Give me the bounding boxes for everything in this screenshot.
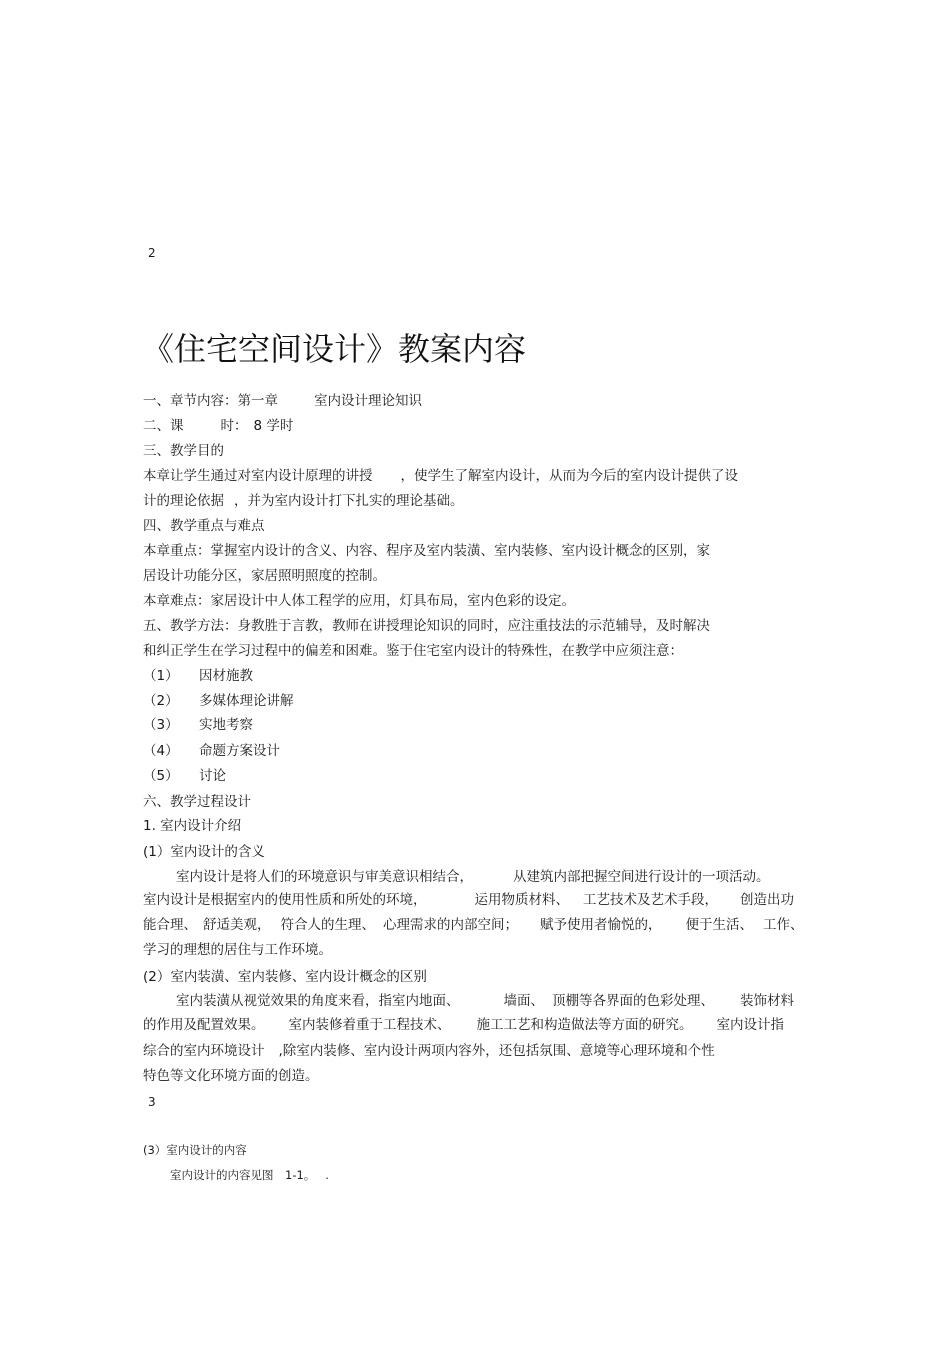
chapter-line — [143, 395, 422, 409]
text-run: 运用物质材料、 — [474, 892, 569, 908]
page-title: 《住宅空间设计》教案内容 — [142, 330, 527, 368]
text-run: 室内装修着重于工程技术、 — [288, 1017, 451, 1033]
method-item-number: （1） — [143, 668, 179, 684]
process-heading: 六、教学过程设计 — [143, 794, 251, 810]
hours-value: 8 学时 — [253, 418, 294, 434]
meaning-para-line-2 — [143, 894, 794, 908]
focus-line-2: 居设计功能分区，家居照明照度的控制。 — [143, 568, 386, 584]
text-run: 便于生活、 — [685, 917, 753, 933]
text-run: 工作、 — [763, 917, 804, 933]
method-item-text: 命题方案设计 — [199, 743, 280, 759]
content-line — [170, 1170, 329, 1182]
text-run: . — [325, 1168, 329, 1182]
meaning-para-line-3 — [143, 919, 804, 933]
text-run: 舒适美观， — [203, 917, 271, 933]
method-line-2: 和纠正学生在学习过程中的偏差和困难。鉴于住宅室内设计的特殊性，在教学中应须注意： — [143, 643, 683, 659]
difference-para-line-3 — [143, 1045, 715, 1059]
difference-para-line-2 — [143, 1019, 784, 1033]
focus-heading: 四、教学重点与难点 — [143, 518, 265, 534]
text-run: 赋予使用者愉悦的， — [540, 917, 662, 933]
method-item-text: 讨论 — [199, 768, 226, 784]
method-item-number: （5） — [143, 768, 179, 784]
focus-line-1: 本章重点：掌握室内设计的含义、内容、程序及室内装潢、室内装修、室内设计概念的区别，家 — [143, 543, 710, 559]
purpose-line-2b: ，并为室内设计打下扎实的理论基础。 — [234, 493, 464, 509]
method-item — [143, 695, 294, 709]
method-item-number: （4） — [143, 743, 179, 759]
meaning-heading: (1）室内设计的含义 — [143, 844, 265, 860]
text-run: 能合理、 — [143, 917, 197, 933]
page-number-bottom: 3 — [148, 1095, 156, 1109]
intro-heading: 1. 室内设计介绍 — [143, 818, 242, 834]
difference-para-line-4: 特色等文化环境方面的创造。 — [143, 1068, 319, 1084]
method-item-text: 因材施教 — [199, 668, 253, 684]
method-item — [143, 670, 253, 684]
meaning-para-line-1 — [176, 871, 770, 885]
content-heading: (3）室内设计的内容 — [143, 1143, 247, 1157]
method-item — [143, 719, 253, 733]
text-run: 室内设计是根据室内的使用性质和所处的环境， — [143, 892, 427, 908]
purpose-line-2a: 计的理论依据 — [143, 493, 224, 509]
text-run: 心理需求的内部空间； — [383, 917, 518, 933]
chapter-label: 一、章节内容：第一章 — [143, 393, 278, 409]
text-run: ,除室内装修、室内设计两项内容外，还包括氛围、意境等心理环境和个性 — [278, 1043, 715, 1059]
chapter-name: 室内设计理论知识 — [314, 393, 422, 409]
text-run: 室内设计是将人们的环境意识与审美意识相结合， — [176, 869, 473, 885]
purpose-line-1a: 本章让学生通过对室内设计原理的讲授 — [143, 468, 373, 484]
text-run: 的作用及配置效果。 — [143, 1017, 265, 1033]
method-line-1: 五、教学方法：身教胜于言教，教师在讲授理论知识的同时，应注重技法的示范辅导，及时解决 — [143, 618, 710, 634]
text-run: 室内设计指 — [716, 1017, 784, 1033]
text-run: 综合的室内环境设计 — [143, 1043, 265, 1059]
difference-para-line-1 — [176, 995, 794, 1009]
method-item-text: 多媒体理论讲解 — [199, 693, 294, 709]
method-item-text: 实地考察 — [199, 717, 253, 733]
purpose-line-2 — [143, 495, 464, 509]
text-run: 顶棚等各界面的色彩处理、 — [552, 993, 714, 1009]
meaning-para-line-4: 学习的理想的居住与工作环境。 — [143, 942, 332, 958]
method-item — [143, 770, 226, 784]
text-run: 墙面、 — [503, 993, 544, 1009]
text-run: 室内装潢从视觉效果的角度来看，指室内地面、 — [176, 993, 460, 1009]
method-item-number: （2） — [143, 693, 179, 709]
text-run: 室内设计的内容见图 1-1。 — [170, 1168, 316, 1182]
difference-heading: (2）室内装潢、室内装修、室内设计概念的区别 — [143, 969, 427, 985]
hours-label-a: 二、课 — [143, 418, 184, 434]
text-run: 从建筑内部把握空间进行设计的一项活动。 — [513, 869, 770, 885]
method-item-number: （3） — [143, 717, 179, 733]
purpose-line-1 — [143, 470, 738, 484]
hours-line — [143, 420, 293, 434]
hours-label-b: 时： — [220, 418, 248, 434]
text-run: 符合人的生理、 — [280, 917, 375, 933]
text-run: 工艺技术及艺术手段， — [583, 892, 718, 908]
text-run: 创造出功 — [740, 892, 794, 908]
page-number-top: 2 — [148, 246, 156, 260]
purpose-line-1b: ，使学生了解室内设计，从而为今后的室内设计提供了设 — [400, 468, 738, 484]
text-run: 装饰材料 — [740, 993, 794, 1009]
difficulty-line: 本章难点：家居设计中人体工程学的应用，灯具布局，室内色彩的设定。 — [143, 593, 575, 609]
text-run: 施工工艺和构造做法等方面的研究。 — [476, 1017, 693, 1033]
purpose-heading: 三、教学目的 — [143, 443, 224, 459]
method-item — [143, 745, 280, 759]
